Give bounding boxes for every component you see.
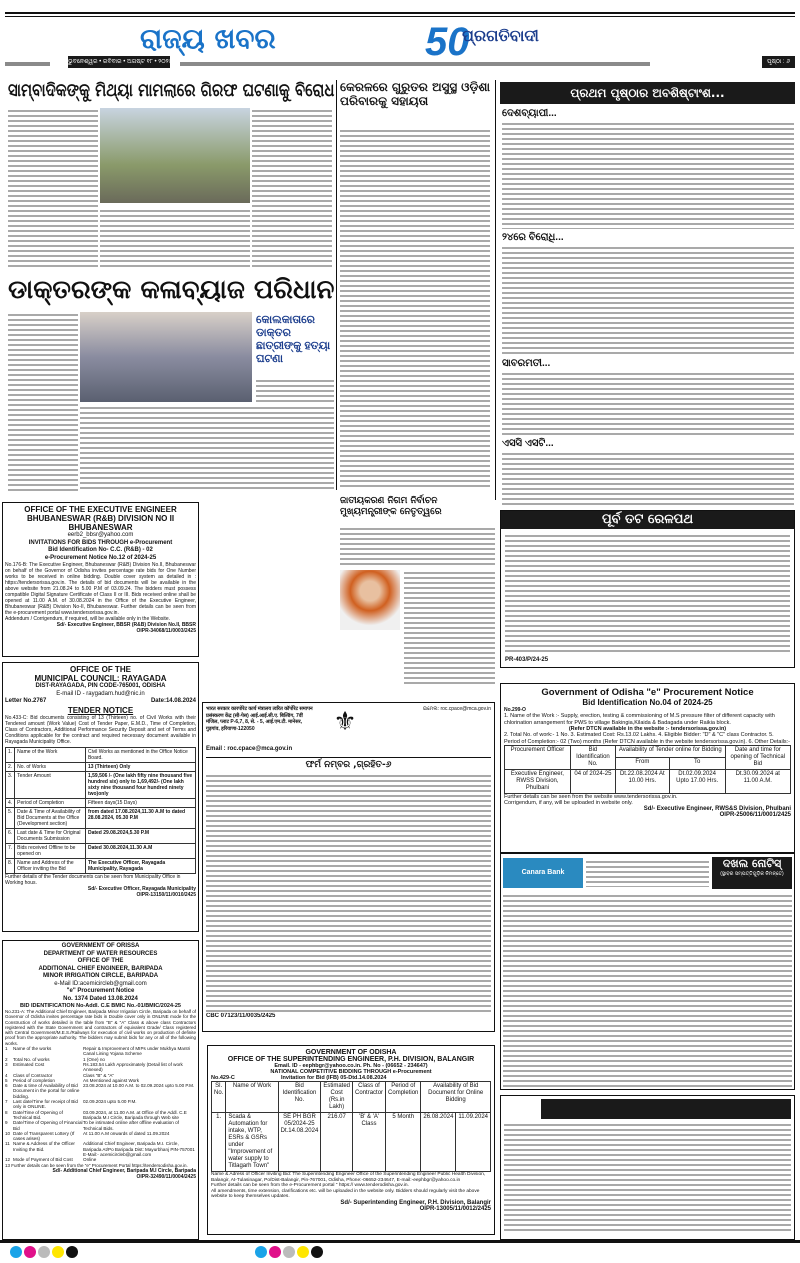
balangir-table xyxy=(211,1081,491,1172)
top-rule xyxy=(5,16,795,17)
list-cell: Estimated Cost xyxy=(13,1061,45,1067)
notice-body: No.433-C: Bid documents consisting of 13 (Thirteen) no. of Civil Works with their Tendered amount (Work Value) Cost of Tender Paper, E.M.D., Time of Completion, Class of Contractors, Additional Performance Security Deposit and set of Terms and Conditions applicable for the contract and required necessary document available in Rayagada Municipality Office. xyxy=(5,714,196,745)
notice-heading: MINOR IRRIGATION CIRCLE, BARIPADA xyxy=(42,973,159,979)
notice-body: Further details can be seen from the e-Procurement portal " https:// www.tenderodisha.gov.in. xyxy=(211,1183,409,1189)
notice-heading: OFFICE OF THE xyxy=(77,958,124,964)
notice-body: All amendments, time extension, clarifications etc. will be uploaded in the website only. Bidders should regularly visit the above website to keep themselves updates. xyxy=(211,1188,480,1200)
masthead-logo: ପ୍ରଗତିବାଦୀ xyxy=(462,26,539,45)
email: eerb2_bbsr@yahoo.com xyxy=(67,532,134,538)
list-cell: 03.09.2024, at 11.00 A.M. at Office of the Addl. C.E Baripada M.I Circle, Baripada through Web site xyxy=(83,1109,187,1120)
list-cell: Date & time of Availability of Bid Document in the portal for online bidding. xyxy=(13,1083,80,1099)
baripada-list xyxy=(5,1046,196,1163)
table-cell: Name of the Work xyxy=(15,747,86,762)
th: Period of Completion xyxy=(386,1082,421,1113)
balangir-tender xyxy=(207,1045,495,1235)
notice-sub: Bid Identification No- C.C. (R&B) - 02 xyxy=(48,547,153,553)
article-body xyxy=(502,371,794,436)
list-cell: 3 xyxy=(5,1061,8,1067)
subhead: ଦେଶବ୍ୟାପୀ... xyxy=(502,108,557,119)
article-body xyxy=(8,108,98,268)
column-divider xyxy=(336,80,337,490)
bid-identification: BID IDENTIFICATION No-Addl. C.E BMIC No.-01/BMIC/2024-25 xyxy=(20,1003,181,1009)
signature: Sd/- Executive Engineer, BBSR (R&B) Division No.II, BBSR xyxy=(56,622,196,628)
table-cell: The Executive Officer, Rayagada Municipality, Rayagada xyxy=(85,858,195,873)
section-title: ରାଜ୍ୟ ଖବର xyxy=(140,22,276,55)
article-body xyxy=(502,451,794,506)
canara-logo: Canara Bank xyxy=(503,858,583,888)
signature: Sd/- Additional Chief Engineer, Baripada M.I Circle, Baripada xyxy=(52,1167,196,1174)
article-body xyxy=(502,121,794,229)
signature: Sd/- Executive Engineer, RWS&S Division, Phulbani xyxy=(643,806,791,812)
article-body xyxy=(340,128,490,490)
ref-code: OIPR-32490/11/0004/2425 xyxy=(136,1173,196,1180)
table-cell: 3. xyxy=(6,771,15,798)
rayagada-table xyxy=(5,747,196,874)
rayagada-tender xyxy=(2,662,199,932)
notice-heading: BHUBANESWAR (R&B) DIVISION NO II xyxy=(26,514,175,523)
article-body xyxy=(502,245,794,355)
notice-body: 13 Further details can be seen from the "e" Procurement Portal https://tendersodisha.gov.in. xyxy=(5,1162,188,1168)
column-divider xyxy=(495,80,496,500)
table-cell: 13 (Thirteen) Only xyxy=(85,762,195,771)
notice-title: ଦଖଲ ନୋଟିସ୍ xyxy=(722,857,782,870)
td: Dt.02.09.2024 Upto 17.00 Hrs. xyxy=(669,770,725,794)
notice-body: No.231-A: The Additional Chief Engineer, Baripada Minor Irrigation Circle, Baripada on behalf of Governor of Odisha invites percentage rate bids in Double cover only in ONLINE mode for the Construction of works detailed in the table from "B" & "A" Class & above class Contractors registered with the State Government and contractors of equivalent Grade/ Class registered with Central Government/M.E.S./Railways for execution of civil works on production of definite proof from the appropriate authority. The bidders may submit bids for any or all of the following works. xyxy=(5,1009,196,1046)
color-dot xyxy=(269,1246,281,1258)
table-cell: Bids received Offline to be opened on xyxy=(15,843,86,858)
notice-sub: NATIONAL COMPETITIVE BIDDING THROUGH e-Procurement xyxy=(270,1069,432,1075)
mca-notice xyxy=(202,702,495,1032)
list-cell: 11 xyxy=(5,1141,10,1147)
rwss-table xyxy=(504,745,791,794)
masthead-bar xyxy=(180,62,650,66)
letter-no: Letter No.2767 xyxy=(5,698,47,704)
list-cell: 8 xyxy=(5,1109,8,1115)
email: E-mail ID - raygadam.hud@nic.in xyxy=(56,690,145,697)
portrait-photo xyxy=(340,570,400,630)
notice-body: 2. Total No. of work:- 1 No. 3. Estimated Cost: Rs.13.02 Lakhs. 4. Eligible Bidder: "D" & "C" class Contractor. 5. Period of Completion:- 02 (Two) months (Refer DTCN available in the website tendersorissa.gov.in). 6. Other Details:- xyxy=(504,732,791,745)
list-cell: Name & Address of the Officer Inviting the Bid. xyxy=(13,1141,75,1152)
article-body xyxy=(8,312,78,492)
emblem-icon: ⚜ xyxy=(333,706,357,736)
table-cell: 6. xyxy=(6,828,15,843)
railway-code: PR-403/P/24-25 xyxy=(505,657,549,663)
article-body xyxy=(100,208,250,268)
list-cell: 2 xyxy=(5,1056,8,1062)
article-body xyxy=(340,526,495,566)
ee-bbsr-tender xyxy=(2,502,199,657)
notice-heading: DEPARTMENT OF WATER RESOURCES xyxy=(43,950,158,957)
list-cell: 10 xyxy=(5,1130,11,1136)
table-cell: from dated 17.08.2024,11.30 A.M to dated 28.08.2024, 05.30 P.M xyxy=(85,807,195,828)
headline-journalist-arrest: ସାମ୍ବାଦିକଙ୍କୁ ମିଥ୍ୟା ମାମଲାରେ ଗିରଫ ଘଟଣାକୁ ବିରୋଧ xyxy=(8,80,335,101)
table-row xyxy=(6,858,196,873)
ref-code: OIPR-13005/11/0012/2425 xyxy=(419,1205,491,1212)
notice-body: Further details of the Tender documents can be seen from Municipality Office in Working hous. xyxy=(5,873,181,886)
list-cell: 4 xyxy=(5,1072,8,1078)
railway-notice xyxy=(500,510,795,668)
rwss-tender xyxy=(500,683,795,853)
notice-sub: No. 1374 Dated 13.08.2024 xyxy=(63,995,138,1002)
color-dot xyxy=(255,1246,267,1258)
list-cell: 9 xyxy=(5,1120,8,1126)
notice-sub: Bid Identification No.04 of 2024-25 xyxy=(582,698,713,707)
headline-doctors-black-badge: ଡାକ୍ତରଙ୍କ କଳାବ୍ୟାଜ ପରିଧାନ xyxy=(8,275,335,305)
th: From xyxy=(615,758,669,770)
article-body xyxy=(256,378,334,402)
th: Bid Identification No. xyxy=(278,1082,321,1113)
table-row xyxy=(6,771,196,798)
dateline: ଭୁବନେଶ୍ୱର • ରବିବାର • ଅଗଷ୍ଟ ୧୮ • ୨୦୨୪ xyxy=(68,56,170,68)
table-cell: Last date & Time for Original Documents Submission xyxy=(15,828,86,843)
top-rule xyxy=(5,12,795,14)
list-cell: 6 xyxy=(5,1083,8,1089)
color-dot xyxy=(38,1246,50,1258)
notice-heading: OFFICE OF THE xyxy=(70,665,131,674)
table-cell: Tender Amount xyxy=(15,771,86,798)
notice-sub: (ସ୍ଥାବର ସମ୍ପତ୍ତିଗୁଡ଼ିକ ନିମନ୍ତେ) xyxy=(720,871,784,877)
notice-sub: e-Procurement Notice No.12 of 2024-25 xyxy=(44,554,157,561)
notice-heading: ADDITIONAL CHIEF ENGINEER, BARIPADA xyxy=(38,965,163,972)
table-cell: Dated 30.08.2024,11.30 A.M xyxy=(85,843,195,858)
notice-sub: "e" Procurement Notice xyxy=(66,988,135,994)
odia-email: ଇମେଲ: roc.cpace@mca.gov.in xyxy=(422,706,491,712)
table-cell: Name and Address of the Officer inviting the Bid xyxy=(15,858,86,873)
notice-heading: GOVERNMENT OF ORISSA xyxy=(61,943,140,949)
list-item xyxy=(5,1110,196,1121)
td: Dt.30.09.2024 at 11.00 A.M. xyxy=(725,770,790,794)
td: SE PH BGR 05/2024-25 Dt.14.08.2024 xyxy=(278,1113,321,1172)
td: 5 Month xyxy=(386,1113,421,1172)
th: Availability of Tender online for Bidding xyxy=(615,746,725,758)
table-cell: 2. xyxy=(6,762,15,771)
list-cell: Additional Chief Engineer, Baripada M.I. Circle, Baripada At/Po Baripada Dist: Mayurbhanj PIN-757001 E-Mail:- acemicircleb@gmail.com xyxy=(83,1141,195,1158)
ref-code: OIPR-34068/11/0003/2425 xyxy=(136,628,196,634)
table-row xyxy=(6,762,196,771)
canara-possession-notice xyxy=(500,853,795,1090)
td: 11.09.2024 xyxy=(456,1113,491,1172)
hindi-address: भारत सरकार कारपोरेट कार्य मंत्रालय त्वरित कॉर्पोरेट समापन प्रसंस्करण केंद्र (सी-पेस) आई.आई.सी.ए. बिल्डिंग, 7वीं मंजिल, प्लाट P-6,7, 8, से. - 5, आई.एम.टी. मानेसर, गुड़गांव, हरियाणा-122050 xyxy=(206,706,313,732)
th: Sl. No. xyxy=(212,1082,226,1113)
color-dot xyxy=(297,1246,309,1258)
td: 04 of 2024-25 xyxy=(570,770,615,794)
signature: Sd/- Executive Officer, Rayagada Municipality xyxy=(87,885,196,892)
list-cell: Date/Time of Opening of Technical Bid. xyxy=(13,1109,63,1120)
table-row xyxy=(6,828,196,843)
continued-banner: ପ୍ରଥମ ପୃଷ୍ଠାର ଅବଶିଷ୍ଟାଂଶ... xyxy=(500,82,795,104)
td: 1. xyxy=(212,1113,226,1172)
list-item xyxy=(5,1120,196,1131)
notice-heading: GOVERNMENT OF ODISHA xyxy=(305,1049,397,1056)
list-cell: Rs.183.54 Lakh Approximately (Detail list of work Annexed) xyxy=(83,1061,183,1073)
notice-heading: BHUBANESWAR xyxy=(68,523,133,532)
list-cell: 23.08.2024 at 10.00 A.M. to 02.09.2024 upto 5.00 P.M. xyxy=(83,1083,195,1089)
table-row xyxy=(6,798,196,807)
list-item xyxy=(5,1062,196,1073)
registration-marks xyxy=(10,1245,80,1263)
list-item xyxy=(5,1099,196,1110)
color-dot xyxy=(66,1246,78,1258)
table-cell: Dated 29.08.2024,5.30 P.M xyxy=(85,828,195,843)
list-cell: 7 xyxy=(5,1099,8,1105)
ref-code: OIPR-13150/11/0010/2425 xyxy=(136,891,196,898)
subhead: ୨୪ରେ ବିରୋଧି... xyxy=(502,232,564,243)
list-cell: 12 xyxy=(5,1157,11,1163)
masthead-bar xyxy=(5,62,50,66)
subhead: ସାବରମତୀ... xyxy=(502,358,551,369)
email: e-Mail ID:acemicircleb@gmail.com xyxy=(54,980,147,987)
notice-body: 1. Name of the Work :- Supply, erection, testing & commissioning of M.S pressure filter of different capacity with chlorination arrangement for PWS to village Bakingia,Kilaida & Badagada under Raikia block. xyxy=(504,713,775,726)
th: Availability of Bid Document for Online Bidding xyxy=(421,1082,491,1113)
list-cell: Repair & Improvement of MIPs under Mukhya Mantri Canal Lining Yojana Scheme xyxy=(83,1046,191,1057)
table-cell: 8. xyxy=(6,858,15,873)
table-row xyxy=(6,747,196,762)
notice-heading: MUNICIPAL COUNCIL: RAYAGADA xyxy=(34,674,167,683)
list-cell: 5 xyxy=(5,1077,8,1083)
kolkata-headline: କୋଲକାତାରେ ଡାକ୍ତର ଛାତ୍ରୀଙ୍କୁ ହତ୍ୟା ଘଟଣା xyxy=(256,314,334,366)
page-number: ପୃଷ୍ଠା : ୬ xyxy=(762,56,795,68)
color-dot xyxy=(24,1246,36,1258)
article-body xyxy=(80,405,334,491)
th: Estimated Cost (Rs.in Lakh) xyxy=(321,1082,353,1113)
table-cell: 7. xyxy=(6,843,15,858)
election-headline: ଜାତୀୟକରଣ ନିଗମ ନିର୍ବାଚନ ମୁଖ୍ୟମନ୍ତ୍ରୀଙ୍କ ନେତୃତ୍ୱରେ xyxy=(340,496,492,518)
list-cell: At 11.00 A.M onwards of dated 11.09.2024 xyxy=(83,1130,170,1136)
table-cell: Date & Time of Availability of Bid Documents at the Office (Development section) xyxy=(15,807,86,828)
td: Executive Engineer, RWSS Division, Phulbani xyxy=(505,770,571,794)
article-body xyxy=(404,570,495,686)
list-cell: Period of completion xyxy=(13,1077,55,1083)
company-notice xyxy=(500,1095,795,1240)
table-cell: 1,59,506 /- (One lakh fifty nine thousand five hundred six) only to 1,69,492/- (One lakh sixty nine thousand four hundred ninety two)only xyxy=(85,771,195,798)
railway-title: ପୂର୍ବ ତଟ ରେଳପଥ xyxy=(501,511,794,529)
notice-sub: Invitation for Bid (IFB) 05-Dtd.14.08.2024 xyxy=(281,1075,387,1081)
notice-no: No.429-C xyxy=(211,1075,235,1081)
protest-photo xyxy=(100,108,250,203)
color-dot xyxy=(10,1246,22,1258)
form-title: ଫର୍ମ ନମ୍ବର ,ଗ୍ରହିତ-୬ xyxy=(206,757,491,770)
list-item xyxy=(5,1157,196,1162)
anniversary-logo: 50 xyxy=(425,20,470,64)
notice-body: Further details can be seen from the website www.tendersorissa.gov.in. xyxy=(504,794,678,800)
subhead: ଏସସି ଏସଟି... xyxy=(502,438,554,449)
table-cell: 4. xyxy=(6,798,15,807)
list-cell: Class of Contractor xyxy=(13,1072,53,1078)
table-cell: 1. xyxy=(6,747,15,762)
list-cell: Date/Time of Opening of Financial Bid xyxy=(13,1120,83,1131)
list-cell: 02.09.2024 upto 5.00 P.M. xyxy=(83,1099,137,1105)
notice-body: Corrigendum, if any, will be uploaded in website only. xyxy=(504,800,633,806)
notice-body: No.176-B: The Executive Engineer, Bhubaneswar (R&B) Division No.II, Bhubaneswar on behalf of the Governor of Odisha invites percentage rate bids for One Number works to be received in online bidding. Double cover system as detailed in : https://tendersorissa.gov.in. The details of bid documents will be available in the above website from 21.08.24 to 5.00 P.M of 03.09.24. The bidders must possess compatible Digital Signature Certificate of Class II or III. Bids received online shall be opened at 11.00 A.M. of 30.08.2024 in the Office of the Executive Engineer, Bhubaneswar (R&B) Division No-II, Bhubaneswar. Further details can be seen from the e-procurement portal www.tendersorissa.gov.in. xyxy=(5,562,196,616)
table-row xyxy=(6,807,196,828)
notice-heading: Government of Odisha "e" Procurement Notice xyxy=(541,687,754,698)
td: 216.07 xyxy=(321,1113,353,1172)
list-cell: 1 (One) no xyxy=(83,1056,105,1062)
table-cell: 5. xyxy=(6,807,15,828)
ref-code: OIPR-25006/11/0001/2425 xyxy=(719,812,791,818)
letter-date: Date:14.08.2024 xyxy=(150,698,196,704)
list-cell: Last date/Time for receipt of Bid only in ONLINE. xyxy=(13,1099,78,1110)
table-cell: Civil Works as mentioned in the Office Notice Board. xyxy=(85,747,195,762)
list-cell: Date of Transparent Lottery (If cases arises) xyxy=(13,1130,75,1142)
table-cell: No. of Works xyxy=(15,762,86,771)
bottom-rule xyxy=(0,1240,800,1243)
notice-body: Name & Adress of Officer Inviting Bid: The Superintending Engineer Office of the Superintending Engineer Public Health Division, Balangir, At-Tulasinagar, Po/Dist-Balangir, Pin-767001, Odisha, Phone:-06652-234647, E-mail:-eephbgr@yahoo.co.in xyxy=(211,1172,486,1183)
td: 26.08.2024 xyxy=(421,1113,456,1172)
th: Class of Contractor xyxy=(353,1082,386,1113)
color-dot xyxy=(52,1246,64,1258)
list-cell: Mode of Payment of Bid Cost xyxy=(13,1157,73,1163)
notice-heading: OFFICE OF THE EXECUTIVE ENGINEER xyxy=(24,505,177,514)
ref-code: CBC 07123/11/0035/2425 xyxy=(206,1012,276,1019)
color-dot xyxy=(283,1246,295,1258)
email: Email. ID - eephbgr@yahoo.co.in. Ph. No - (06652 - 234647) xyxy=(274,1063,428,1069)
notice-sub: INVITATIONS FOR BIDS THROUGH e-Procurement xyxy=(28,539,173,546)
td: 'B' & 'A' Class xyxy=(353,1113,386,1172)
table-cell: Period of Completion xyxy=(15,798,86,807)
td: Scada & Automation for intake, WTP, ESRs & GSRs under "Improvement of water supply to Titlagarh Town" xyxy=(226,1113,278,1172)
list-cell: Online xyxy=(83,1157,97,1163)
doctors-photo xyxy=(80,312,252,402)
article-body xyxy=(252,108,332,268)
list-cell: Name of the works xyxy=(13,1046,52,1052)
th: To xyxy=(669,758,725,770)
notice-body: (Refer DTCN available in the website :- tendersorissa.gov.in) xyxy=(568,726,727,732)
th: Name of Work xyxy=(226,1082,278,1113)
td: Dt.22.08.2024 At 10.00 Hrs. xyxy=(615,770,669,794)
kerala-headline: କେରଳରେ ଗୁରୁତର ଅସୁସ୍ଥ ଓଡ଼ିଶା ପରିବାରକୁ ସହାୟତା xyxy=(340,80,491,108)
notice-sub: DIST-RAYAGADA, PIN CODE-765001, ODISHA xyxy=(35,683,166,689)
registration-marks xyxy=(255,1245,325,1263)
notice-body: Addendum / Corrigendum, if required, will be available only in the Website. xyxy=(5,616,170,622)
list-cell: 1 xyxy=(5,1046,8,1052)
table-cell: Fifteen days(15 Days) xyxy=(85,798,195,807)
baripada-tender xyxy=(2,940,199,1240)
list-item xyxy=(5,1131,196,1142)
list-item xyxy=(5,1141,196,1157)
color-dot xyxy=(311,1246,323,1258)
list-item xyxy=(5,1083,196,1099)
table-row xyxy=(6,843,196,858)
list-cell: To be intimated online after offline evaluation of Technical Bids. xyxy=(83,1120,179,1131)
list-cell: Total No. of works xyxy=(13,1056,50,1062)
notice-heading: OFFICE OF THE SUPERINTENDING ENGINEER, P.H. DIVISION, BALANGIR xyxy=(227,1056,475,1063)
list-item xyxy=(5,1046,196,1057)
th: Date and time for opening of Technical Bid xyxy=(725,746,790,770)
list-cell: Class "B" & "A" xyxy=(83,1072,115,1078)
list-cell: As Mentioned against Work xyxy=(83,1077,140,1083)
notice-title: TENDER NOTICE xyxy=(67,705,134,715)
notice-no: No.299-O xyxy=(504,707,526,713)
signature: Sd/- Superintending Engineer, P.H. Division, Balangir xyxy=(340,1199,491,1206)
email: Email : roc.cpace@mca.gov.in xyxy=(206,746,293,752)
th: Procurement Officer xyxy=(505,746,571,770)
th: Bid Identification No. xyxy=(570,746,615,770)
